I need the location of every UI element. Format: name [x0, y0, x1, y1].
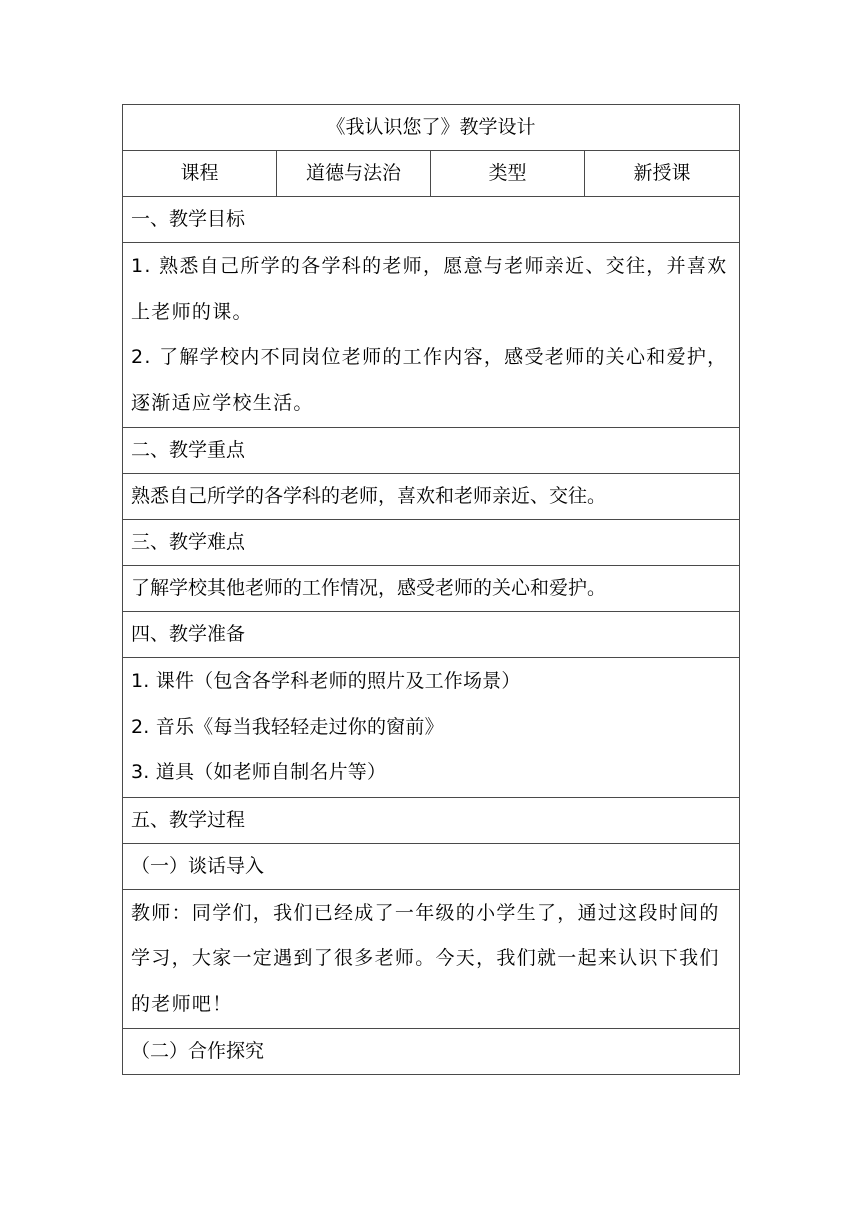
preparation-item: 2. 音乐《每当我轻轻走过你的窗前》 [131, 715, 444, 738]
explore-heading: （二）合作探究 [123, 1029, 740, 1075]
course-label: 课程 [123, 151, 277, 197]
intro-heading: （一）谈话导入 [123, 843, 740, 889]
objective-item: 1. 熟悉自己所学的各学科的老师，愿意与老师亲近、交往，并喜欢上老师的课。 [131, 255, 728, 323]
process-heading: 五、教学过程 [123, 797, 740, 843]
objectives-heading: 一、教学目标 [123, 197, 740, 243]
difficulties-heading: 三、教学难点 [123, 520, 740, 566]
preparation-item: 3. 道具（如老师自制名片等） [131, 761, 387, 783]
preparation-heading: 四、教学准备 [123, 612, 740, 658]
key-points-text: 熟悉自己所学的各学科的老师，喜欢和老师亲近、交往。 [123, 474, 740, 520]
type-value: 新授课 [585, 151, 740, 197]
objective-item: 2. 了解学校内不同岗位老师的工作内容，感受老师的关心和爱护，逐渐适应学校生活。 [131, 346, 728, 414]
lesson-plan-table [122, 104, 740, 1075]
document-title: 《我认识您了》教学设计 [123, 105, 740, 151]
intro-body [123, 889, 740, 1029]
preparation-body [123, 658, 740, 798]
key-points-heading: 二、教学重点 [123, 428, 740, 474]
intro-text: 教师：同学们，我们已经成了一年级的小学生了，通过这段时间的学习，大家一定遇到了很多老师。今天，我们就一起来认识下我们的老师吧！ [131, 901, 720, 1015]
preparation-item: 1. 课件（包含各学科老师的照片及工作场景） [131, 670, 521, 692]
type-label: 类型 [431, 151, 585, 197]
objectives-body [123, 243, 740, 428]
course-value: 道德与法治 [277, 151, 431, 197]
difficulties-text: 了解学校其他老师的工作情况，感受老师的关心和爱护。 [123, 566, 740, 612]
